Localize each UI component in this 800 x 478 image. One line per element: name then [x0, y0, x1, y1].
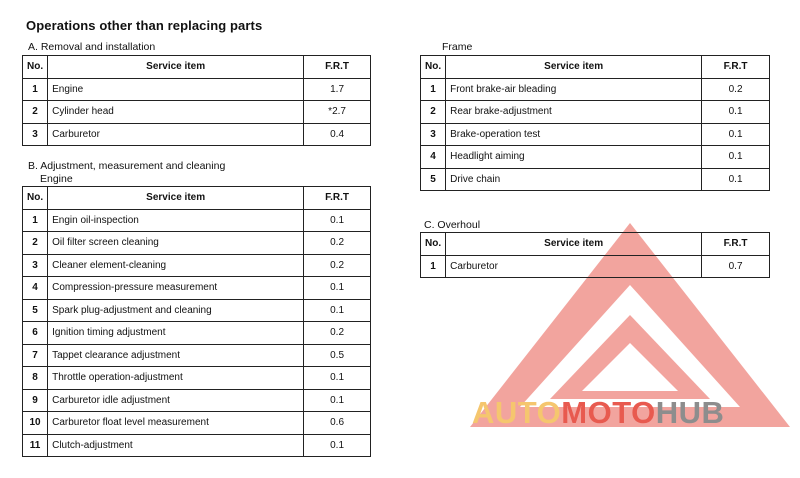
row-number: 1 — [23, 78, 48, 101]
frt-value: 0.1 — [304, 277, 371, 300]
row-number: 9 — [23, 389, 48, 412]
col-no-header: No. — [421, 233, 446, 256]
table-row — [421, 101, 770, 124]
watermark-moto: MOTO — [561, 395, 656, 430]
frt-value: 0.2 — [304, 232, 371, 255]
service-item: Carburetor — [446, 255, 702, 278]
removal-table — [22, 55, 371, 146]
frt-value: 0.1 — [702, 123, 770, 146]
row-number: 5 — [23, 299, 48, 322]
frt-value: 0.1 — [702, 168, 770, 191]
watermark-auto: AUTO — [472, 395, 562, 430]
table-row — [23, 322, 371, 345]
frt-value: 1.7 — [304, 78, 371, 101]
table-row — [23, 434, 371, 457]
frt-value: 0.5 — [304, 344, 371, 367]
frt-value: 0.4 — [304, 123, 371, 146]
frame-heading: Frame — [442, 41, 473, 53]
frt-value: 0.2 — [702, 78, 770, 101]
table-row — [23, 389, 371, 412]
col-frt-header: F.R.T — [304, 187, 371, 210]
col-item-header: Service item — [48, 187, 304, 210]
row-number: 2 — [23, 232, 48, 255]
row-number: 1 — [23, 209, 48, 232]
col-no-header: No. — [421, 56, 446, 79]
row-number: 4 — [23, 277, 48, 300]
service-item: Drive chain — [446, 168, 702, 191]
row-number: 2 — [23, 101, 48, 124]
col-item-header: Service item — [446, 56, 702, 79]
service-item: Rear brake-adjustment — [446, 101, 702, 124]
table-row — [23, 101, 371, 124]
row-number: 3 — [23, 254, 48, 277]
table-row — [23, 344, 371, 367]
row-number: 7 — [23, 344, 48, 367]
row-number: 2 — [421, 101, 446, 124]
frt-value: 0.1 — [304, 434, 371, 457]
adjustment-table — [22, 186, 371, 457]
table-row — [23, 78, 371, 101]
table-row — [23, 232, 371, 255]
service-item: Headlight aiming — [446, 146, 702, 169]
row-number: 8 — [23, 367, 48, 390]
section-a-heading: A. Removal and installation — [28, 41, 156, 53]
service-item: Carburetor float level measurement — [48, 412, 304, 435]
section-b-heading: B. Adjustment, measurement and cleaning — [28, 160, 226, 172]
section-c-heading: C. Overhoul — [424, 219, 481, 231]
row-number: 1 — [421, 255, 446, 278]
col-frt-header: F.R.T — [702, 233, 770, 256]
frt-value: 0.2 — [304, 322, 371, 345]
section-b-subheading: Engine — [40, 173, 73, 185]
service-item: Compression-pressure measurement — [48, 277, 304, 300]
table-row — [421, 168, 770, 191]
row-number: 3 — [421, 123, 446, 146]
row-number: 10 — [23, 412, 48, 435]
row-number: 6 — [23, 322, 48, 345]
frame-table — [420, 55, 770, 191]
table-row — [23, 367, 371, 390]
row-number: 1 — [421, 78, 446, 101]
frt-value: 0.1 — [702, 101, 770, 124]
service-item: Oil filter screen cleaning — [48, 232, 304, 255]
row-number: 4 — [421, 146, 446, 169]
frt-value: 0.7 — [702, 255, 770, 278]
watermark-text — [472, 395, 724, 431]
frt-value: 0.1 — [304, 389, 371, 412]
table-row — [23, 299, 371, 322]
col-frt-header: F.R.T — [304, 56, 371, 79]
table-row — [23, 277, 371, 300]
table-row — [23, 412, 371, 435]
service-item: Front brake-air bleading — [446, 78, 702, 101]
table-row — [421, 146, 770, 169]
service-item: Cylinder head — [48, 101, 304, 124]
col-item-header: Service item — [48, 56, 304, 79]
frt-value: 0.1 — [304, 209, 371, 232]
service-item: Spark plug-adjustment and cleaning — [48, 299, 304, 322]
service-item: Carburetor idle adjustment — [48, 389, 304, 412]
col-item-header: Service item — [446, 233, 702, 256]
overhaul-table — [420, 232, 770, 278]
frt-value: 0.2 — [304, 254, 371, 277]
col-frt-header: F.R.T — [702, 56, 770, 79]
watermark-hub: HUB — [655, 395, 725, 430]
table-row — [421, 255, 770, 278]
frt-value: 0.1 — [304, 367, 371, 390]
col-no-header: No. — [23, 187, 48, 210]
frt-value: 0.1 — [304, 299, 371, 322]
frt-value: 0.1 — [702, 146, 770, 169]
service-item: Brake-operation test — [446, 123, 702, 146]
row-number: 3 — [23, 123, 48, 146]
service-item: Clutch-adjustment — [48, 434, 304, 457]
service-item: Carburetor — [48, 123, 304, 146]
table-row — [23, 209, 371, 232]
service-item: Throttle operation-adjustment — [48, 367, 304, 390]
page-title: Operations other than replacing parts — [26, 18, 263, 33]
service-item: Engine — [48, 78, 304, 101]
table-row — [421, 78, 770, 101]
row-number: 11 — [23, 434, 48, 457]
row-number: 5 — [421, 168, 446, 191]
service-item: Engin oil-inspection — [48, 209, 304, 232]
frt-value: 0.6 — [304, 412, 371, 435]
table-row — [23, 123, 371, 146]
table-row — [421, 123, 770, 146]
service-item: Ignition timing adjustment — [48, 322, 304, 345]
col-no-header: No. — [23, 56, 48, 79]
frt-value: *2.7 — [304, 101, 371, 124]
service-item: Cleaner element-cleaning — [48, 254, 304, 277]
service-item: Tappet clearance adjustment — [48, 344, 304, 367]
table-row — [23, 254, 371, 277]
